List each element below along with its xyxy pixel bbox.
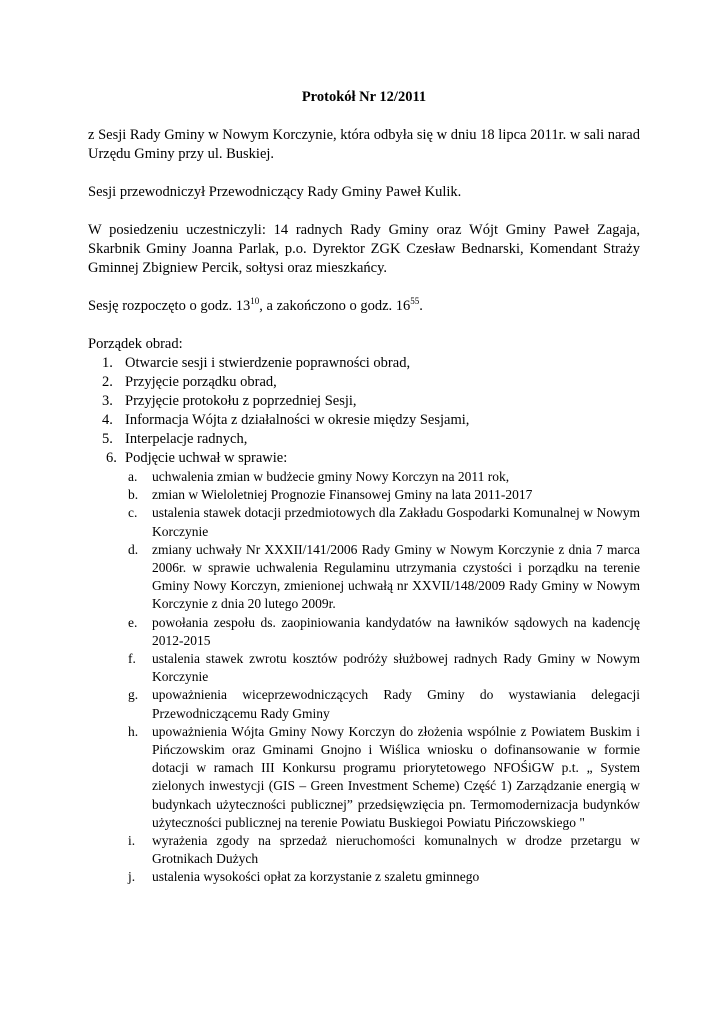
resolution-text: upoważnienia Wójta Gminy Nowy Korczyn do złożenia wspólnie z Powiatem Buskim i Pińczowskim oraz Gminami Gnojno i Wiślica wniosku o dofinansowanie w formie dotacji w ramach III Konkursu programu priorytetowego NFOŚiGW p.t. „ System zielonych inwestycji (GIS – Green Investment Scheme) Część 1) Zarządzanie energią w budynkach użyteczności publicznej” przedsięwzięcia pn. Termomodernizacja budynków użyteczności publicznej na terenie Powiatu Buskiegoi Powiatu Pińczowskiego "	[152, 723, 640, 830]
agenda-number: 1.	[102, 355, 113, 371]
resolution-letter: g.	[128, 687, 139, 703]
agenda-number: 2.	[102, 374, 113, 390]
agenda-text: Interpelacje radnych,	[125, 431, 248, 447]
agenda-item	[88, 373, 640, 392]
resolution-text: uchwalenia zmian w budżecie gminy Nowy Korczyn na 2011 rok,	[152, 469, 510, 484]
resolution-item	[88, 686, 640, 722]
resolution-item	[88, 614, 640, 650]
times-middle: , a zakończono o godz. 16	[259, 298, 411, 314]
agenda-label: Porządek obrad:	[88, 336, 183, 352]
resolution-letter: f.	[128, 651, 136, 667]
intro-paragraph: z Sesji Rady Gminy w Nowym Korczynie, która odbyła się w dniu 18 lipca 2011r. w sali narad Urzędu Gminy przy ul. Buskiej.	[88, 127, 640, 162]
agenda-text: Informacja Wójta z działalności w okresie między Sesjami,	[125, 412, 470, 428]
resolution-item	[88, 486, 640, 504]
end-minutes: 55	[410, 296, 420, 306]
resolution-item	[88, 650, 640, 686]
resolution-text: wyrażenia zgody na sprzedaż nieruchomości komunalnych w drodze przetargu w Grotnikach Dużych	[152, 833, 640, 867]
resolution-letter: h.	[128, 723, 139, 739]
resolutions-list	[88, 468, 640, 887]
agenda-item	[88, 411, 640, 430]
resolution-text: ustalenia stawek zwrotu kosztów podróży służbowej radnych Rady Gminy w Nowym Korczynie	[152, 651, 640, 685]
agenda-text: Otwarcie sesji i stwierdzenie poprawności obrad,	[125, 355, 411, 371]
resolution-item	[88, 468, 640, 486]
resolution-item	[88, 541, 640, 614]
agenda-number: 5.	[102, 431, 113, 447]
chair-paragraph: Sesji przewodniczył Przewodniczący Rady Gminy Paweł Kulik.	[88, 184, 462, 200]
resolution-text: powołania zespołu ds. zaopiniowania kandydatów na ławników sądowych na kadencję 2012-2015	[152, 614, 640, 648]
document-page	[88, 88, 640, 887]
agenda-text: Przyjęcie porządku obrad,	[125, 374, 277, 390]
resolution-text: ustalenia wysokości opłat za korzystanie z szaletu gminnego	[152, 869, 480, 885]
resolution-letter: b.	[128, 487, 139, 503]
agenda-list	[88, 354, 640, 887]
resolution-text: zmian w Wieloletniej Prognozie Finansowej Gminy na lata 2011-2017	[152, 487, 533, 503]
agenda-item	[88, 392, 640, 411]
resolution-item	[88, 504, 640, 540]
start-minutes: 10	[250, 296, 260, 306]
resolution-text: ustalenia stawek dotacji przedmiotowych dla Zakładu Gospodarki Komunalnej w Nowym Korczynie	[152, 505, 640, 539]
resolution-item	[88, 832, 640, 868]
agenda-number: 4.	[102, 412, 113, 428]
agenda-item	[88, 354, 640, 373]
resolution-letter: j.	[128, 869, 136, 885]
resolution-letter: e.	[128, 614, 138, 630]
document-title: Protokół Nr 12/2011	[301, 89, 427, 105]
resolution-item	[88, 723, 640, 832]
agenda-text: Przyjęcie protokołu z poprzedniej Sesji,	[125, 393, 357, 409]
resolution-letter: c.	[128, 505, 138, 521]
agenda-number: 3.	[102, 393, 113, 409]
resolution-letter: i.	[128, 833, 136, 849]
resolution-letter: d.	[128, 541, 139, 557]
times-prefix: Sesję rozpoczęto o godz. 13	[88, 298, 251, 314]
agenda-item	[88, 430, 640, 449]
times-suffix: .	[419, 298, 423, 314]
participants-paragraph: W posiedzeniu uczestniczyli: 14 radnych Rady Gminy oraz Wójt Gminy Paweł Zagaja, Skarbnik Gminy Joanna Parlak, p.o. Dyrektor ZGK Czesław Bednarski, Komendant Straży Gminnej Zbigniew Percik, sołtysi oraz mieszkańcy.	[88, 222, 640, 276]
resolution-text: upoważnienia wiceprzewodniczących Rady Gminy do wystawiania delegacji Przewodniczącemu Rady Gminy	[152, 687, 640, 721]
session-times	[88, 297, 640, 316]
agenda-item	[88, 449, 640, 887]
resolution-text: zmiany uchwały Nr XXXII/141/2006 Rady Gminy w Nowym Korczynie z dnia 7 marca 2006r. w sprawie uchwalenia Regulaminu utrzymania czystości i porządku na terenie Gminy Nowy Korczyn, zmienionej uchwałą nr XXVII/148/2009 Rady Gminy w Nowym Korczynie z dnia 20 lutego 2009r.	[152, 541, 640, 612]
resolution-letter: a.	[128, 469, 138, 484]
agenda-text: Podjęcie uchwał w sprawie:	[125, 450, 288, 466]
resolution-item	[88, 868, 640, 886]
agenda-number: 6.	[106, 450, 117, 466]
